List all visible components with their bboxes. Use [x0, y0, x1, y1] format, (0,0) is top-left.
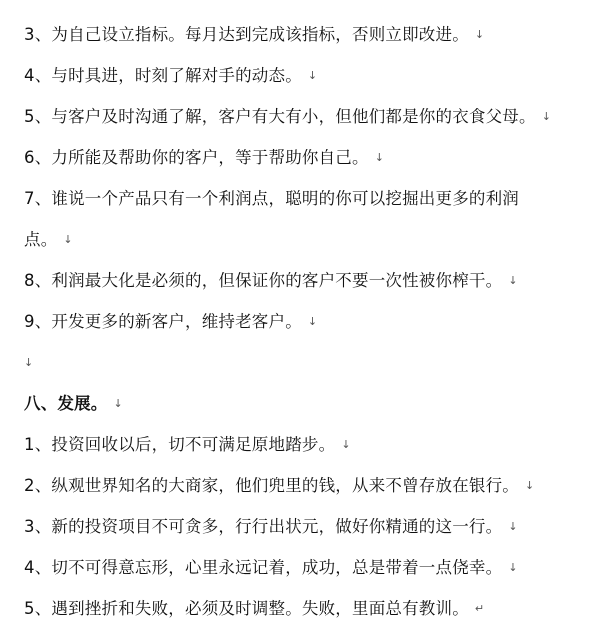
paragraph-line [24, 260, 600, 301]
paragraph-line [24, 96, 600, 137]
paragraph-line [24, 506, 600, 547]
section-heading-text: 八、发展。 [24, 394, 108, 413]
paragraph-text: 2、纵观世界知名的大商家，他们兜里的钱，从来不曾存放在银行。 [24, 476, 519, 495]
paragraph-line [24, 588, 600, 629]
paragraph-text: 5、遇到挫折和失败，必须及时调整。失败，里面总有教训。 [24, 599, 469, 618]
paragraph-mark-icon: ↓ [541, 110, 552, 123]
paragraph-mark-icon: ↓ [341, 438, 351, 451]
paragraph-text: 9、开发更多的新客户，维持老客户。 [24, 312, 302, 331]
paragraph-text: 5、与客户及时沟通了解，客户有大有小，但他们都是你的衣食父母。 [24, 107, 536, 126]
paragraph-text: 7、谁说一个产品只有一个利润点，聪明的你可以挖掘出更多的利润 [24, 189, 519, 208]
paragraph-line [24, 465, 600, 506]
paragraph-text: 4、切不可得意忘形，心里永远记着，成功，总是带着一点侥幸。 [24, 558, 503, 577]
paragraph-text: 6、力所能及帮助你的客户，等于帮助你自己。 [24, 148, 369, 167]
document-page [24, 14, 600, 629]
paragraph-text: 3、为自己设立指标。每月达到完成该指标，否则立即改进。 [24, 25, 469, 44]
empty-paragraph-line [24, 342, 600, 383]
section-heading [24, 383, 600, 424]
paragraph-text: 4、与时具进，时刻了解对手的动态。 [24, 66, 302, 85]
paragraph-line [24, 301, 600, 342]
paragraph-line [24, 547, 600, 588]
paragraph-line [24, 55, 600, 96]
paragraph-mark-icon: ↓ [24, 356, 34, 369]
paragraph-line [24, 137, 600, 178]
paragraph-mark-icon: ↓ [525, 479, 535, 492]
paragraph-mark-icon: ↓ [374, 151, 385, 164]
paragraph-mark-icon: ↓ [307, 69, 318, 82]
paragraph-text: 8、利润最大化是必须的，但保证你的客户不要一次性被你榨干。 [24, 271, 503, 290]
paragraph-line [24, 424, 600, 465]
paragraph-mark-icon: ↓ [307, 315, 318, 328]
paragraph-mark-icon: ↓ [508, 561, 518, 574]
paragraph-text: 3、新的投资项目不可贪多，行行出状元，做好你精通的这一行。 [24, 517, 503, 536]
paragraph-line [24, 178, 600, 219]
paragraph-text: 1、投资回收以后，切不可满足原地踏步。 [24, 435, 336, 454]
paragraph-mark-icon: ↓ [63, 233, 73, 246]
paragraph-line [24, 219, 600, 260]
paragraph-line [24, 14, 600, 55]
paragraph-mark-icon: ↓ [508, 274, 518, 287]
paragraph-mark-icon: ↓ [508, 520, 518, 533]
paragraph-mark-icon: ↓ [113, 397, 123, 410]
paragraph-text: 点。 [24, 230, 58, 249]
return-mark-icon: ↵ [474, 602, 485, 615]
paragraph-mark-icon: ↓ [474, 28, 485, 41]
